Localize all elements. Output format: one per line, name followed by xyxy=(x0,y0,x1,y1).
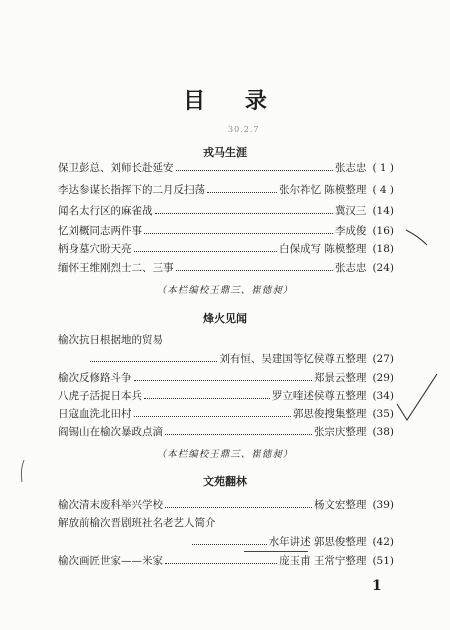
entry-author: 刘有恒、吴建国等忆侯尊五整理 xyxy=(219,353,367,365)
entry-author: 杨文宏整理 xyxy=(313,499,367,511)
entry-author: 张尔祚忆 陈模整理 xyxy=(279,184,367,196)
toc-entry[interactable] xyxy=(58,515,394,531)
entry-title: 解放前榆次晋剧班社名老艺人简介 xyxy=(58,517,216,529)
entry-page: (38) xyxy=(372,426,394,438)
entry-title: 榆次画匠世家——米家 xyxy=(58,555,163,567)
entry-page: (51) xyxy=(372,555,394,567)
faint-stamp: 30.2.7 xyxy=(228,125,260,134)
entry-author: 庞玉甫 王常宁整理 xyxy=(279,555,367,567)
entry-page: (35) xyxy=(372,408,394,420)
entry-title: 柄身墓穴盼天亮 xyxy=(58,243,132,255)
entry-page: (16) xyxy=(372,225,394,237)
leader-dots xyxy=(144,223,333,234)
entry-author: 水年讲述 郭思俊整理 xyxy=(268,536,367,548)
toc-entry[interactable] xyxy=(58,497,394,513)
entry-author: 张志忠 xyxy=(334,162,367,174)
leader-dots xyxy=(176,160,333,171)
toc-entry[interactable] xyxy=(58,370,394,386)
pencil-stroke-icon xyxy=(18,458,26,484)
entry-author: 李成俊 xyxy=(334,225,367,237)
leader-dots xyxy=(134,370,312,381)
entry-title: 缅怀王维刚烈士二、三事 xyxy=(58,262,174,274)
entry-author: 张志忠 xyxy=(334,262,367,274)
entry-title: 榆次抗日根据地的贸易 xyxy=(58,334,163,346)
toc-entry[interactable] xyxy=(58,553,394,569)
entry-title: 阎锡山在榆次暴政点滴 xyxy=(58,426,163,438)
toc-entry[interactable] xyxy=(58,203,394,219)
toc-entry[interactable] xyxy=(58,424,394,440)
entry-page: (27) xyxy=(372,353,394,365)
entry-title: 保卫彭总、刘师长赴延安 xyxy=(58,162,174,174)
entry-page: (39) xyxy=(372,499,394,511)
leader-dots xyxy=(134,406,291,417)
leader-dots xyxy=(207,182,277,193)
toc-entry-continuation[interactable] xyxy=(190,534,394,550)
entry-author: 冀汉三 xyxy=(334,205,367,217)
entry-page: (34) xyxy=(372,390,394,402)
page-number: 1 xyxy=(372,578,382,594)
leader-dots xyxy=(134,241,278,252)
section-title-3: 文苑翻林 xyxy=(203,475,247,488)
entry-title: 日寇血洗北田村 xyxy=(58,408,132,420)
leader-dots xyxy=(165,497,312,508)
pencil-checkmark-icon xyxy=(394,370,440,426)
entry-author: 郑景云整理 xyxy=(313,372,367,384)
leader-dots xyxy=(192,534,267,545)
toc-entry[interactable] xyxy=(58,388,394,404)
page-title: 目 录 xyxy=(183,89,283,114)
leader-dots xyxy=(155,203,333,214)
entry-title: 榆次清末废科举兴学校 xyxy=(58,499,163,511)
entry-title: 闻名太行区的麻雀战 xyxy=(58,205,153,217)
entry-title: 八虎子活捉日本兵 xyxy=(58,390,142,402)
section-editor-note: （本栏编校王鼎三、崔德昶） xyxy=(156,285,294,296)
leader-dots xyxy=(144,388,270,399)
handwritten-underline xyxy=(244,551,308,552)
section-title-2: 烽火见闻 xyxy=(203,312,247,325)
toc-entry[interactable] xyxy=(58,260,394,276)
entry-page: (18) xyxy=(372,243,394,255)
section-title-1: 戎马生涯 xyxy=(203,146,247,159)
toc-entry[interactable] xyxy=(58,241,394,257)
toc-entry[interactable] xyxy=(58,332,394,348)
leader-dots xyxy=(176,260,333,271)
toc-entry[interactable] xyxy=(58,182,394,198)
entry-title: 忆刘概同志两件事 xyxy=(58,225,142,237)
entry-page: ( 4 ) xyxy=(372,184,394,196)
entry-page: (14) xyxy=(372,205,394,217)
toc-entry-continuation[interactable] xyxy=(88,351,394,367)
entry-page: (29) xyxy=(372,372,394,384)
entry-page: ( 1 ) xyxy=(372,162,394,174)
toc-entry[interactable] xyxy=(58,406,394,422)
entry-title: 李达参谋长指挥下的二月反扫荡 xyxy=(58,184,205,196)
leader-dots xyxy=(165,424,312,435)
section-editor-note: （本栏编校王鼎三、崔德昶） xyxy=(156,449,294,460)
entry-author: 罗立喹述侯尊五整理 xyxy=(271,390,367,402)
entry-page: (42) xyxy=(372,536,394,548)
entry-page: (24) xyxy=(372,262,394,274)
leader-dots xyxy=(90,351,217,362)
toc-entry[interactable] xyxy=(58,160,394,176)
pencil-check-icon xyxy=(404,226,430,248)
leader-dots xyxy=(165,553,277,564)
entry-author: 张宗庆整理 xyxy=(313,426,367,438)
toc-entry[interactable] xyxy=(58,223,394,239)
entry-title: 榆次反修路斗争 xyxy=(58,372,132,384)
entry-author: 郭思俊搜集整理 xyxy=(292,408,367,420)
entry-author: 白保成写 陈模整理 xyxy=(279,243,367,255)
